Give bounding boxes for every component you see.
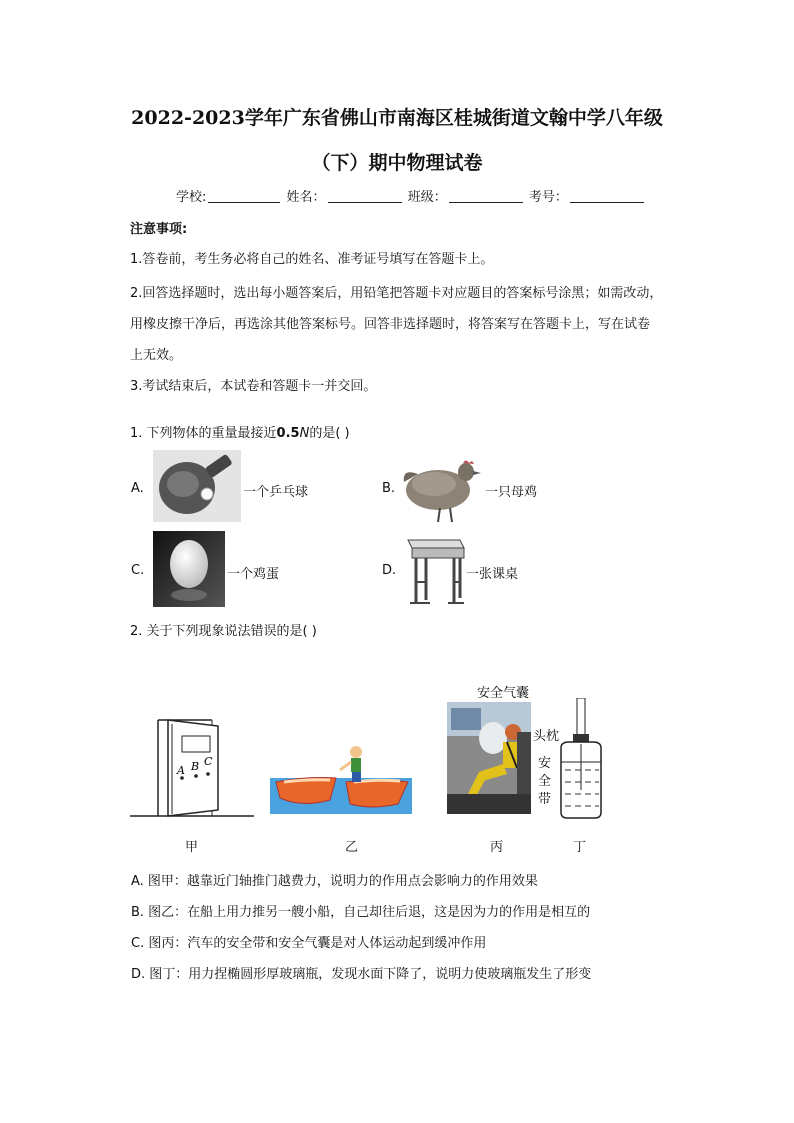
exam-no-label: 考号： <box>528 190 568 205</box>
airbag-label: 安全气囊 <box>477 686 530 701</box>
class-blank[interactable] <box>449 190 523 203</box>
title-line-2: （下）期中物理试卷 <box>311 152 483 174</box>
seatbelt-char-2: 全 <box>538 774 552 789</box>
q1-stem-text: 1. 下列物体的重量最接近 <box>130 426 277 441</box>
q1-option-a-letter: A. <box>131 481 144 496</box>
q1-option-b-text: 一只母鸡 <box>485 485 538 500</box>
boats-figure <box>270 742 412 814</box>
notice-heading: 注意事项: <box>130 222 188 237</box>
egg-icon <box>153 531 225 607</box>
headrest-label: 头枕 <box>533 729 560 744</box>
q1-option-b-letter: B. <box>382 481 396 496</box>
figure-label-jia: 甲 <box>185 840 199 855</box>
figure-label-ding: 丁 <box>573 840 587 855</box>
car-seat-figure <box>447 702 531 814</box>
q1-option-d-text: 一张课桌 <box>466 567 519 582</box>
notice-item-2-cont: 用橡皮擦干净后，再选涂其他答案标号。回答非选择题时，将答案写在答题卡上，写在试卷 <box>130 317 651 332</box>
q1-option-c-letter: C. <box>131 563 145 578</box>
name-label: 姓名： <box>286 190 326 205</box>
q1-option-d-letter: D. <box>382 563 397 578</box>
student-info-line <box>176 186 646 205</box>
figure-label-yi: 乙 <box>345 840 359 855</box>
figure-label-bing: 丙 <box>490 840 504 855</box>
q1-stem-end: 的是( ) <box>309 426 350 441</box>
q2-option-a: A. 图甲：越靠近门轴推门越费力，说明力的作用点会影响力的作用效果 <box>131 874 538 889</box>
seatbelt-char-3: 带 <box>538 792 552 807</box>
glass-bottle-figure <box>553 698 609 820</box>
title-line-1: 2022-2023学年广东省佛山市南海区桂城街道文翰中学八年级 <box>131 107 663 129</box>
q2-stem: 2. 关于下列现象说法错误的是( ) <box>130 624 317 639</box>
name-blank[interactable] <box>328 190 402 203</box>
school-label: 学校: <box>176 190 207 205</box>
q1-stem-unit: N <box>299 426 310 441</box>
hen-icon <box>400 452 482 524</box>
school-blank[interactable] <box>208 190 280 203</box>
q1-stem-value: 0.5 <box>276 426 300 441</box>
door-point-b: B <box>191 760 200 773</box>
notice-item-2-end: 上无效。 <box>130 348 183 363</box>
q1-option-c-text: 一个鸡蛋 <box>227 567 280 582</box>
door-figure <box>130 712 256 820</box>
notice-item-3: 3.考试结束后，本试卷和答题卡一并交回。 <box>130 379 377 394</box>
exam-no-blank[interactable] <box>570 190 644 203</box>
q1-stem <box>130 422 350 441</box>
class-label: 班级： <box>407 190 447 205</box>
q1-option-a-text: 一个乒乓球 <box>243 485 309 500</box>
q2-option-b: B. 图乙：在船上用力推另一艘小船，自己却往后退，这是因为力的作用是相互的 <box>131 905 591 920</box>
ping-pong-paddle-icon <box>153 450 241 522</box>
seatbelt-char-1: 安 <box>538 756 552 771</box>
q2-option-c: C. 图丙：汽车的安全带和安全气囊是对人体运动起到缓冲作用 <box>131 936 487 951</box>
q2-option-d: D. 图丁：用力捏椭圆形厚玻璃瓶，发现水面下降了，说明力使玻璃瓶发生了形变 <box>131 967 592 982</box>
desk-icon <box>404 530 466 606</box>
notice-item-1: 1.答卷前，考生务必将自己的姓名、准考证号填写在答题卡上。 <box>130 252 494 267</box>
door-point-a: A <box>177 764 185 777</box>
notice-item-2: 2.回答选择题时，选出每小题答案后，用铅笔把答题卡对应题目的答案标号涂黑；如需改动， <box>130 286 663 301</box>
door-point-c: C <box>204 755 213 768</box>
